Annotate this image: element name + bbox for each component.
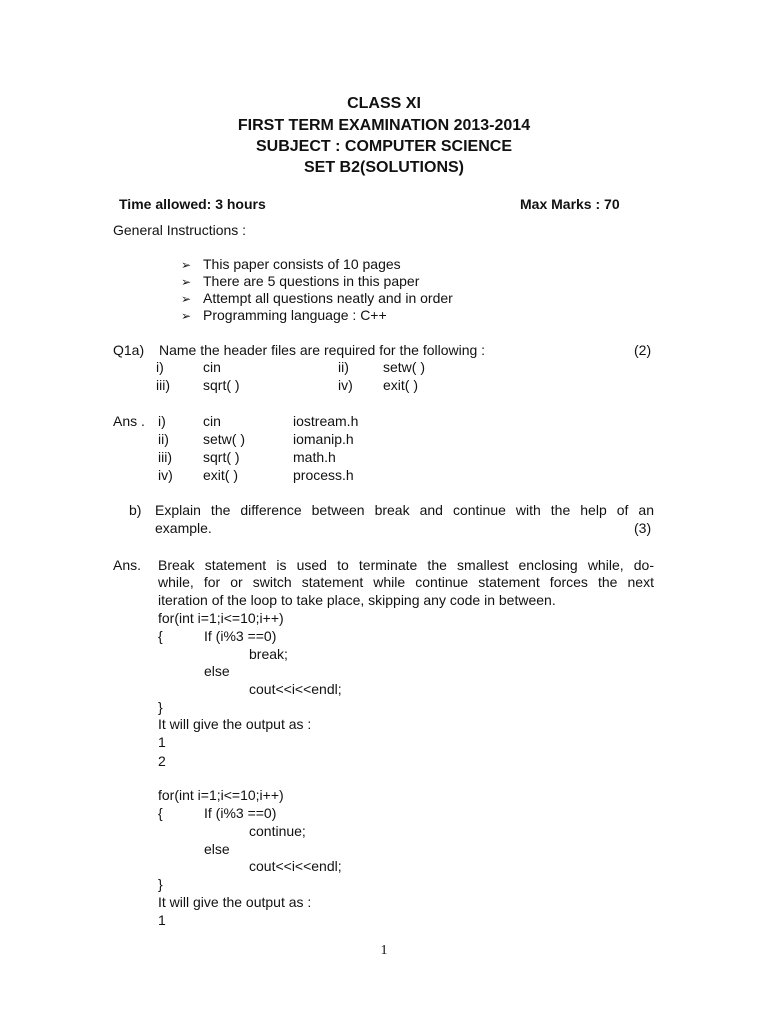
ans1a-fn: sqrt( ) — [203, 449, 240, 465]
ans1a-header: math.h — [293, 449, 336, 465]
ans1b-text-line: iteration of the loop to take place, skipping any code in between. — [158, 592, 556, 608]
instruction-item: ➢ Programming language : C++ — [181, 307, 387, 323]
code2-continue: continue; — [249, 823, 306, 839]
output-value: 1 — [158, 734, 166, 750]
q1a-option-name: sqrt( ) — [203, 377, 240, 393]
q1a-marks: (2) — [634, 342, 652, 358]
instruction-item: ➢ Attempt all questions neatly and in order — [181, 290, 453, 306]
code1-break: break; — [249, 646, 288, 662]
max-marks: Max Marks : 70 — [520, 196, 620, 212]
ans1a-fn: exit( ) — [203, 467, 238, 483]
code2-close-brace: } — [158, 876, 163, 892]
code1-close-brace: } — [158, 699, 163, 715]
q1b-label: b) — [129, 502, 142, 518]
time-allowed: Time allowed: 3 hours — [119, 196, 266, 212]
output-label-2: It will give the output as : — [158, 894, 312, 910]
instruction-item: ➢ This paper consists of 10 pages — [181, 256, 401, 272]
q1a-option-name: cin — [203, 359, 221, 375]
arrow-bullet-icon: ➢ — [181, 309, 192, 323]
ans1b-text-line: while, for or switch statement while continue statement forces the next — [158, 574, 654, 590]
code1-if: If (i%3 ==0) — [204, 628, 277, 644]
instruction-item: ➢ There are 5 questions in this paper — [181, 273, 420, 289]
ans1a-label: Ans . — [113, 413, 145, 429]
code2-open-brace: { — [158, 805, 163, 821]
output-value: 2 — [158, 753, 166, 769]
ans1b-label: Ans. — [113, 557, 142, 573]
q1a-label: Q1a) — [113, 342, 145, 358]
ans1a-num: ii) — [158, 431, 169, 447]
ans1a-num: i) — [158, 413, 166, 429]
ans1a-num: iii) — [158, 449, 172, 465]
ans1b-text-line: Break statement is used to terminate the smallest enclosing while, do- — [158, 557, 654, 573]
code2-for: for(int i=1;i<=10;i++) — [158, 787, 284, 803]
q1b-text-line1: Explain the difference between break and continue with the help of an — [155, 502, 654, 518]
code1-open-brace: { — [158, 628, 163, 644]
q1b-text-line2: example. — [155, 520, 212, 536]
ans1a-header: process.h — [293, 467, 354, 483]
header-exam: FIRST TERM EXAMINATION 2013-2014 — [237, 117, 531, 134]
code2-cout: cout<<i<<endl; — [249, 858, 342, 874]
code2-else: else — [204, 841, 230, 857]
arrow-bullet-icon: ➢ — [181, 258, 192, 272]
code1-cout: cout<<i<<endl; — [249, 681, 342, 697]
header-subject: SUBJECT : COMPUTER SCIENCE — [255, 138, 513, 155]
ans1a-header: iomanip.h — [293, 431, 354, 447]
header-class: CLASS XI — [347, 95, 421, 112]
arrow-bullet-icon: ➢ — [181, 292, 192, 306]
output-value: 1 — [158, 912, 166, 928]
q1a-text: Name the header files are required for the following : — [159, 342, 486, 358]
code1-for: for(int i=1;i<=10;i++) — [158, 610, 284, 626]
page-number: 1 — [380, 943, 388, 958]
code2-if: If (i%3 ==0) — [204, 805, 277, 821]
ans1a-fn: cin — [203, 413, 221, 429]
output-label-1: It will give the output as : — [158, 716, 312, 732]
ans1a-num: iv) — [158, 467, 173, 483]
ans1a-header: iostream.h — [293, 413, 359, 429]
q1a-option-num: iii) — [156, 377, 170, 393]
q1a-option-name: exit( ) — [383, 377, 418, 393]
q1a-option-num: iv) — [338, 377, 353, 393]
code1-else: else — [204, 663, 230, 679]
q1a-option-num: i) — [156, 359, 164, 375]
header-set: SET B2(SOLUTIONS) — [303, 159, 464, 176]
q1b-marks: (3) — [634, 520, 652, 536]
arrow-bullet-icon: ➢ — [181, 275, 192, 289]
ans1a-fn: setw( ) — [203, 431, 245, 447]
q1a-option-num: ii) — [338, 359, 349, 375]
q1a-option-name: setw( ) — [383, 359, 425, 375]
instructions-heading: General Instructions : — [113, 222, 247, 238]
